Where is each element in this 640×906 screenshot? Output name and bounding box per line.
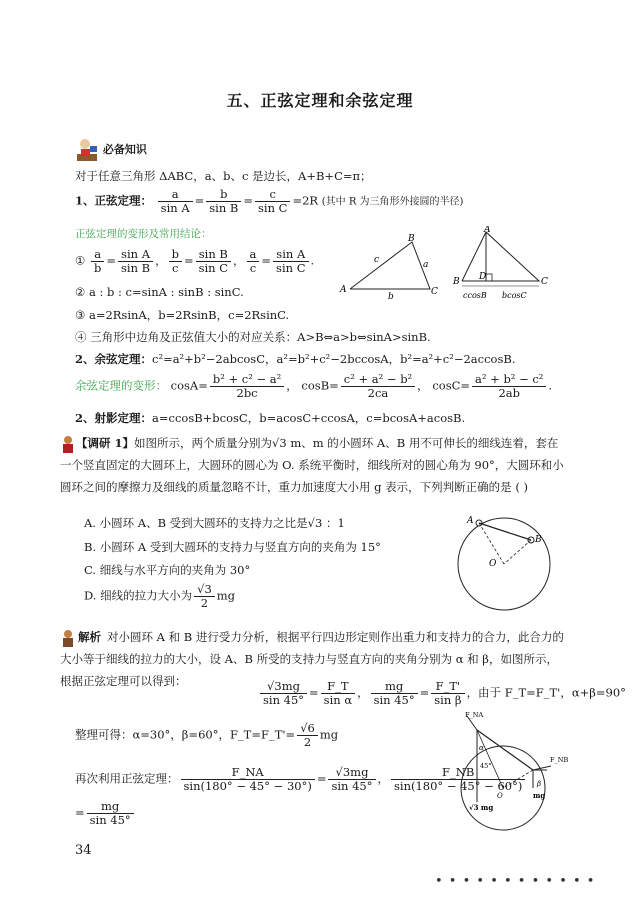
triangle-figure — [338, 232, 448, 302]
cos-c-lhs: cosC= — [432, 378, 471, 393]
cos-a-lhs: cosA= — [170, 378, 208, 393]
numerator: √3mg — [260, 680, 307, 694]
cosine-law-label: 2、余弦定理： — [75, 352, 153, 366]
solution-paragraph: 对小圆环 A 和 B 进行受力分析，根据平行四边形定则作出重力和支持力的合力，此合力的大小等于细线的拉力的大小，设 A、B 所受的支持力与竖直方向的夹角分别为 α 和 β，如图所示，根据正弦定理可以得到： — [60, 630, 564, 688]
example-tag: 【调研 1】 — [76, 436, 135, 450]
sine-law-tail: =2R — [292, 193, 319, 208]
fraction — [273, 248, 308, 275]
projection-label: 2、射影定理： — [75, 411, 153, 425]
ring-a-label: A — [467, 516, 474, 526]
student-icon — [75, 136, 99, 162]
numerator: a — [247, 248, 260, 262]
numerator: sin A — [118, 248, 153, 262]
point-d-label: D — [479, 272, 487, 282]
denominator: 2bc — [236, 386, 258, 400]
cosine-variants-label: 余弦定理的变形： — [75, 378, 167, 393]
sine-law-label: 1、正弦定理： — [75, 193, 153, 208]
angle-45-label: 45° — [480, 762, 492, 770]
numerator: F_T' — [431, 680, 464, 694]
numerator: c — [255, 188, 290, 202]
sine-law-note: (其中 R 为三角形外接圆的半径) — [321, 196, 464, 208]
fraction — [260, 680, 307, 707]
ring-b-label: B — [535, 535, 542, 545]
beta-label: β — [537, 780, 542, 788]
result-text: 整理可得：α=30°，β=60°，F_T=F_T'= — [75, 727, 296, 742]
denominator: sin B — [209, 201, 239, 215]
option-c: C. 细线与水平方向的夹角为 30° — [84, 563, 251, 577]
second-sine-equation: 再次利用正弦定理： $\frac{F\_NA}{\sin(180^\circ - 45^\circ - 30^\circ)}$ = $\frac{√3mg}{\sin 45^\circ}$ ， $\frac{F\_NB}{\sin(180^\circ - 45^\circ - 60^\circ)}$ — [75, 766, 527, 793]
fraction — [210, 373, 284, 400]
section-label: 必备知识 — [102, 143, 147, 156]
cosine-variants: 余弦定理的变形： cosA= $\frac{\text{b² + c² − a²}}{2bc}$ ， cosB= $\frac{\text{c² + a² − b²}}{2ca}$ ， cosC= $\frac{\text{a² + b² − c²}}{2ab}$ . — [75, 372, 553, 400]
numerator: a — [158, 188, 193, 202]
variant-number: ① — [75, 253, 86, 268]
final-fraction: = $\frac{mg}{\sin 45^\circ}$ — [75, 800, 136, 827]
denominator: sin A — [160, 201, 190, 215]
cosine-law-text: c²=a²+b²−2abcosC，a²=b²+c²−2bccosA，b²=a²+c²−2accosB. — [152, 352, 516, 366]
option-b: B. 小圆环 A 受到大圆环的支持力与竖直方向的夹角为 15° — [84, 540, 381, 554]
numerator: √6 — [297, 722, 318, 736]
numerator: c² + a² − b² — [341, 373, 415, 387]
option-d — [84, 583, 235, 610]
ccosb-label: ccosB — [463, 291, 487, 300]
denominator: b — [93, 261, 102, 275]
denominator: sin 45° — [263, 693, 305, 707]
sine-law: 1、正弦定理： $\frac{a}{\text{sin A}}$ = $\frac{b}{\text{sin B}}$ = $\frac{c}{\text{sin C}}$ =2R (其中 R 为三角形外接圆的半径) — [75, 187, 464, 215]
page-title: 五、正弦定理和余弦定理 — [226, 91, 414, 110]
numerator: F_NB — [391, 766, 525, 780]
denominator: sin 45° — [373, 693, 415, 707]
variant-3: ③ a=2RsinA，b=2RsinB，c=2RsinC. — [75, 308, 290, 322]
sine-variants-label: 正弦定理的变形及常用结论： — [75, 228, 212, 240]
fraction — [431, 680, 464, 707]
fraction — [255, 188, 290, 215]
option-a: A. 小圆环 A、B 受到大圆环的支持力之比是√3 ：1 — [84, 516, 345, 530]
vertex-c-label: C — [541, 277, 548, 287]
center-o-label: O — [497, 792, 503, 800]
denominator: sin C — [198, 261, 229, 275]
numerator: b² + c² − a² — [210, 373, 284, 387]
denominator: 2ab — [498, 386, 520, 400]
fraction — [341, 373, 415, 400]
projection-figure — [452, 226, 552, 306]
option-d-text: D. 细线的拉力大小为 — [84, 588, 193, 603]
denominator: c — [249, 261, 257, 275]
fna-label: F_NA — [465, 711, 484, 719]
fraction — [371, 680, 418, 707]
fraction — [328, 766, 375, 793]
solution-tag: 解析 — [78, 630, 101, 644]
variant-4: ④ 三角形中边角及正弦值大小的对应关系：A>B⇔a>b⇔sinA>sinB. — [75, 330, 431, 344]
section-header — [75, 136, 147, 162]
bcosc-label: bcosC — [502, 291, 527, 300]
denominator: sin(180° − 45° − 60°) — [394, 779, 523, 793]
vertex-a-label: A — [340, 285, 347, 295]
fraction — [321, 680, 355, 707]
page-number: 34 — [75, 843, 92, 858]
denominator: sin β — [434, 693, 462, 707]
fraction — [247, 248, 260, 275]
fnb-label: F_NB — [550, 756, 569, 764]
denominator: sin(180° − 45° − 30°) — [183, 779, 312, 793]
force-diagram — [455, 710, 570, 840]
ring-o-label: O — [489, 559, 497, 569]
side-c-label: c — [374, 255, 380, 265]
denominator: sin C — [276, 261, 306, 275]
ring-figure — [452, 508, 562, 618]
fraction — [158, 188, 193, 215]
numerator: b — [169, 248, 182, 262]
fraction — [196, 248, 231, 275]
fraction — [87, 800, 134, 827]
numerator: a — [91, 248, 104, 262]
denominator: sin C — [258, 201, 288, 215]
teacher-icon — [60, 629, 76, 647]
denominator: sin 45° — [89, 813, 131, 827]
option-d-unit: mg — [216, 588, 236, 603]
fraction — [297, 722, 318, 749]
vertex-a-label: A — [484, 226, 491, 235]
variant-1: ① $\frac{a}{b}$ = $\frac{\text{sin A}}{\text{sin B}}$ ， $\frac{b}{c}$ = $\frac{\text{sin B}}{\text{sin C}}$ ， $\frac{a}{c}$ = $\frac{\text{sin A}}{\text{sin C}}$ . — [75, 247, 315, 275]
variant-2: ② a : b : c=sinA : sinB : sinC. — [75, 285, 244, 299]
numerator: F_T — [321, 680, 355, 694]
denominator: 2 — [303, 735, 312, 749]
numerator: √3mg — [328, 766, 375, 780]
numerator: b — [206, 188, 241, 202]
denominator: sin B — [120, 261, 151, 275]
projection-law — [75, 410, 465, 426]
denominator: c — [172, 261, 179, 275]
side-b-label: b — [388, 292, 394, 302]
denominator: sin α — [323, 693, 353, 707]
vertex-b-label: B — [408, 234, 415, 244]
fraction — [91, 248, 104, 275]
side-a-label: a — [423, 260, 429, 270]
denominator: sin 45° — [331, 779, 373, 793]
fraction — [194, 583, 215, 610]
result-unit: mg — [319, 727, 339, 742]
cos-b-lhs: cosB= — [301, 378, 339, 393]
result-line — [75, 722, 338, 749]
watermark-dots: • • • • • • • • • • • • — [435, 874, 596, 889]
fraction — [118, 248, 153, 275]
second-sine-label: 再次利用正弦定理： — [75, 771, 179, 786]
cosine-law — [75, 351, 515, 367]
intro-text: 对于任意三角形 ΔABC，a、b、c 是边长，A+B+C=π； — [75, 169, 372, 183]
sqrt3mg-label: √3 mg — [469, 803, 494, 812]
numerator: sin B — [196, 248, 231, 262]
fraction — [169, 248, 182, 275]
example-problem — [60, 432, 565, 498]
projection-text: a=ccosB+bcosC，b=acosC+ccosA，c=bcosA+acosB. — [152, 411, 466, 425]
sine-equation: $\frac{√3mg}{\sin 45^\circ}$ = $\frac{F\_T}{\text{sin α}}$ ， $\frac{mg}{\sin 45^\circ}$ = $\frac{F\_T'}{\text{sin β}}$ ，由于 F_T=F_T'，α+β=90° — [258, 680, 626, 707]
fraction — [181, 766, 315, 793]
numerator: a² + b² − c² — [472, 373, 546, 387]
fraction — [472, 373, 546, 400]
equation-tail: ，由于 F_T=F_T'，α+β=90° — [466, 685, 626, 700]
vertex-b-label: B — [453, 277, 460, 287]
vertex-c-label: C — [431, 287, 438, 297]
numerator: F_NA — [181, 766, 315, 780]
numerator: mg — [87, 800, 134, 814]
numerator: mg — [371, 680, 418, 694]
teacher-icon — [60, 435, 76, 453]
denominator: 2 — [200, 596, 209, 610]
example-text: 如图所示，两个质量分别为√3 m、m 的小圆环 A、B 用不可伸长的细线连着，套在一个竖直固定的大圆环上，大圆环的圆心为 O. 系统平衡时，细线所对的圆心角为 90°，大圆环和小圆环之间的摩擦力及细线的质量忽略不计，重力加速度大小用 g 表示，下列判断正确的是 ( ) — [60, 436, 564, 494]
alpha-label: α — [479, 744, 484, 752]
denominator: 2ca — [367, 386, 389, 400]
numerator: √3 — [194, 583, 215, 597]
fraction — [206, 188, 241, 215]
mg-label: mg — [533, 791, 546, 800]
numerator: sin A — [273, 248, 308, 262]
